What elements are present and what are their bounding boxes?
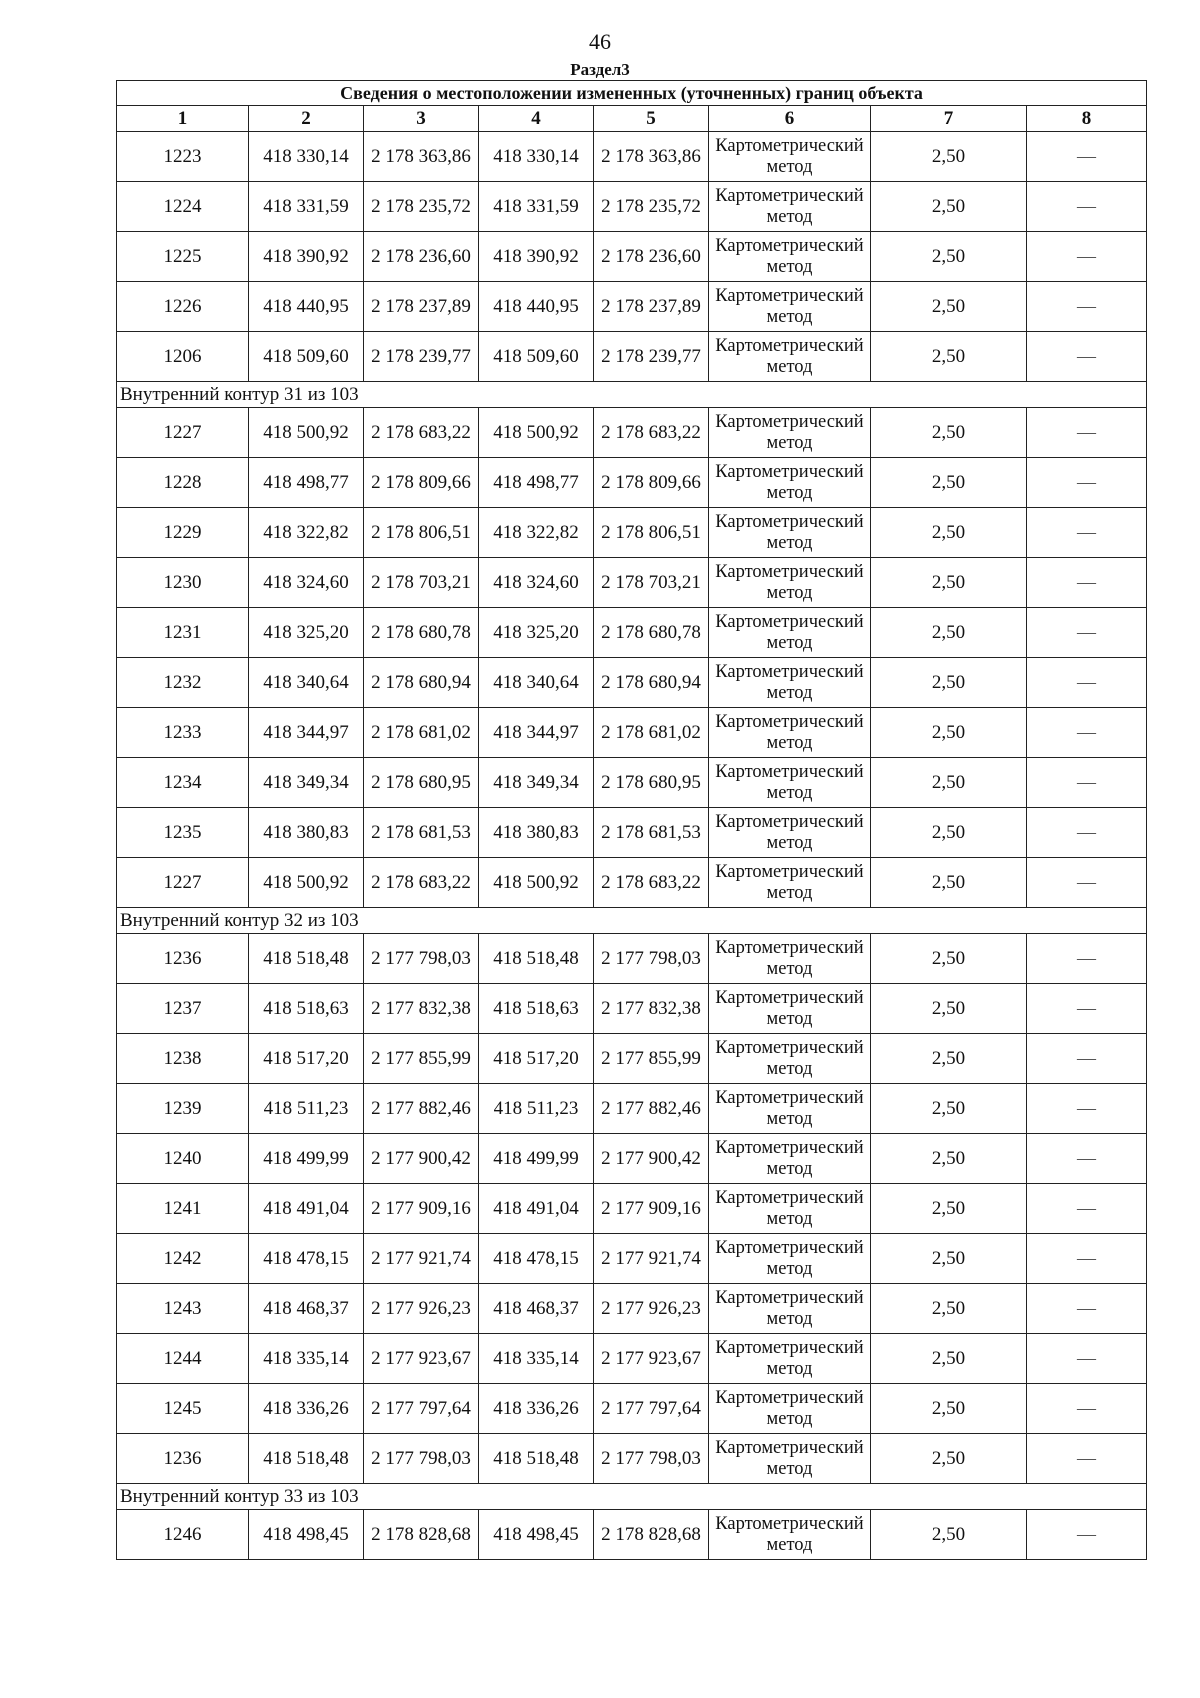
description-cell: — (1027, 934, 1147, 984)
method-cell: Картометрический метод (709, 1034, 871, 1084)
accuracy-cell: 2,50 (871, 1384, 1027, 1434)
y-old-cell: 2 178 681,53 (364, 808, 479, 858)
y-new-cell: 2 178 680,78 (594, 608, 709, 658)
column-number: 2 (249, 106, 364, 132)
method-cell: Картометрический метод (709, 1434, 871, 1484)
y-old-cell: 2 177 926,23 (364, 1284, 479, 1334)
y-new-cell: 2 178 235,72 (594, 182, 709, 232)
x-old-cell: 418 498,45 (249, 1510, 364, 1560)
x-old-cell: 418 344,97 (249, 708, 364, 758)
y-new-cell: 2 178 681,53 (594, 808, 709, 858)
accuracy-cell: 2,50 (871, 858, 1027, 908)
point-number-cell: 1225 (117, 232, 249, 282)
point-number-cell: 1238 (117, 1034, 249, 1084)
point-number-cell: 1206 (117, 332, 249, 382)
accuracy-cell: 2,50 (871, 458, 1027, 508)
accuracy-cell: 2,50 (871, 984, 1027, 1034)
x-old-cell: 418 380,83 (249, 808, 364, 858)
x-new-cell: 418 498,77 (479, 458, 594, 508)
y-old-cell: 2 177 900,42 (364, 1134, 479, 1184)
table-row (117, 1510, 1147, 1560)
y-new-cell: 2 177 855,99 (594, 1034, 709, 1084)
accuracy-cell: 2,50 (871, 708, 1027, 758)
description-cell: — (1027, 1384, 1147, 1434)
column-number: 4 (479, 106, 594, 132)
contour-label: Внутренний контур 32 из 103 (117, 908, 1147, 934)
point-number-cell: 1236 (117, 1434, 249, 1484)
description-cell: — (1027, 132, 1147, 182)
method-cell: Картометрический метод (709, 758, 871, 808)
description-cell: — (1027, 408, 1147, 458)
description-cell: — (1027, 658, 1147, 708)
accuracy-cell: 2,50 (871, 332, 1027, 382)
x-old-cell: 418 325,20 (249, 608, 364, 658)
description-cell: — (1027, 282, 1147, 332)
x-old-cell: 418 440,95 (249, 282, 364, 332)
x-new-cell: 418 498,45 (479, 1510, 594, 1560)
x-new-cell: 418 478,15 (479, 1234, 594, 1284)
point-number-cell: 1231 (117, 608, 249, 658)
method-cell: Картометрический метод (709, 1334, 871, 1384)
method-cell: Картометрический метод (709, 1384, 871, 1434)
y-new-cell: 2 177 882,46 (594, 1084, 709, 1134)
accuracy-cell: 2,50 (871, 1434, 1027, 1484)
y-old-cell: 2 178 828,68 (364, 1510, 479, 1560)
method-cell: Картометрический метод (709, 282, 871, 332)
point-number-cell: 1237 (117, 984, 249, 1034)
y-old-cell: 2 178 235,72 (364, 182, 479, 232)
x-old-cell: 418 390,92 (249, 232, 364, 282)
accuracy-cell: 2,50 (871, 934, 1027, 984)
method-cell: Картометрический метод (709, 608, 871, 658)
x-new-cell: 418 517,20 (479, 1034, 594, 1084)
description-cell: — (1027, 1510, 1147, 1560)
y-old-cell: 2 178 806,51 (364, 508, 479, 558)
table-row (117, 1434, 1147, 1484)
point-number-cell: 1234 (117, 758, 249, 808)
description-cell: — (1027, 332, 1147, 382)
x-old-cell: 418 518,48 (249, 934, 364, 984)
y-new-cell: 2 178 828,68 (594, 1510, 709, 1560)
description-cell: — (1027, 608, 1147, 658)
y-old-cell: 2 177 832,38 (364, 984, 479, 1034)
table-row (117, 1384, 1147, 1434)
y-old-cell: 2 177 921,74 (364, 1234, 479, 1284)
y-old-cell: 2 177 882,46 (364, 1084, 479, 1134)
y-new-cell: 2 178 680,94 (594, 658, 709, 708)
x-new-cell: 418 344,97 (479, 708, 594, 758)
table-row (117, 232, 1147, 282)
x-old-cell: 418 335,14 (249, 1334, 364, 1384)
description-cell: — (1027, 808, 1147, 858)
accuracy-cell: 2,50 (871, 408, 1027, 458)
description-cell: — (1027, 1184, 1147, 1234)
method-cell: Картометрический метод (709, 232, 871, 282)
y-old-cell: 2 178 680,95 (364, 758, 479, 808)
x-new-cell: 418 509,60 (479, 332, 594, 382)
x-new-cell: 418 325,20 (479, 608, 594, 658)
table-row (117, 708, 1147, 758)
x-new-cell: 418 349,34 (479, 758, 594, 808)
accuracy-cell: 2,50 (871, 1134, 1027, 1184)
column-number: 7 (871, 106, 1027, 132)
method-cell: Картометрический метод (709, 1234, 871, 1284)
table-row (117, 858, 1147, 908)
point-number-cell: 1243 (117, 1284, 249, 1334)
point-number-cell: 1233 (117, 708, 249, 758)
y-old-cell: 2 178 703,21 (364, 558, 479, 608)
point-number-cell: 1226 (117, 282, 249, 332)
x-old-cell: 418 349,34 (249, 758, 364, 808)
y-old-cell: 2 177 798,03 (364, 934, 479, 984)
method-cell: Картометрический метод (709, 934, 871, 984)
x-new-cell: 418 511,23 (479, 1084, 594, 1134)
description-cell: — (1027, 1034, 1147, 1084)
point-number-cell: 1223 (117, 132, 249, 182)
method-cell: Картометрический метод (709, 1084, 871, 1134)
contour-label: Внутренний контур 33 из 103 (117, 1484, 1147, 1510)
accuracy-cell: 2,50 (871, 1334, 1027, 1384)
accuracy-cell: 2,50 (871, 132, 1027, 182)
y-new-cell: 2 178 236,60 (594, 232, 709, 282)
y-new-cell: 2 178 680,95 (594, 758, 709, 808)
y-old-cell: 2 178 680,94 (364, 658, 479, 708)
method-cell: Картометрический метод (709, 1510, 871, 1560)
x-new-cell: 418 491,04 (479, 1184, 594, 1234)
x-old-cell: 418 500,92 (249, 408, 364, 458)
method-cell: Картометрический метод (709, 508, 871, 558)
y-new-cell: 2 177 798,03 (594, 934, 709, 984)
x-old-cell: 418 518,48 (249, 1434, 364, 1484)
point-number-cell: 1230 (117, 558, 249, 608)
x-new-cell: 418 335,14 (479, 1334, 594, 1384)
column-number: 8 (1027, 106, 1147, 132)
table-row (117, 558, 1147, 608)
table-row (117, 408, 1147, 458)
method-cell: Картометрический метод (709, 1134, 871, 1184)
method-cell: Картометрический метод (709, 132, 871, 182)
accuracy-cell: 2,50 (871, 608, 1027, 658)
description-cell: — (1027, 708, 1147, 758)
description-cell: — (1027, 1084, 1147, 1134)
point-number-cell: 1236 (117, 934, 249, 984)
accuracy-cell: 2,50 (871, 1084, 1027, 1134)
y-new-cell: 2 178 683,22 (594, 858, 709, 908)
x-new-cell: 418 336,26 (479, 1384, 594, 1434)
table-row (117, 1184, 1147, 1234)
accuracy-cell: 2,50 (871, 1034, 1027, 1084)
column-number: 3 (364, 106, 479, 132)
point-number-cell: 1229 (117, 508, 249, 558)
x-old-cell: 418 509,60 (249, 332, 364, 382)
description-cell: — (1027, 1434, 1147, 1484)
y-old-cell: 2 177 798,03 (364, 1434, 479, 1484)
y-new-cell: 2 178 683,22 (594, 408, 709, 458)
description-cell: — (1027, 232, 1147, 282)
accuracy-cell: 2,50 (871, 558, 1027, 608)
table-row (117, 508, 1147, 558)
x-old-cell: 418 511,23 (249, 1084, 364, 1134)
x-new-cell: 418 518,48 (479, 934, 594, 984)
method-cell: Картометрический метод (709, 408, 871, 458)
contour-row (117, 908, 1147, 934)
point-number-cell: 1228 (117, 458, 249, 508)
x-new-cell: 418 340,64 (479, 658, 594, 708)
accuracy-cell: 2,50 (871, 808, 1027, 858)
y-new-cell: 2 177 926,23 (594, 1284, 709, 1334)
column-number: 5 (594, 106, 709, 132)
table-row (117, 1284, 1147, 1334)
x-new-cell: 418 518,63 (479, 984, 594, 1034)
table-row (117, 458, 1147, 508)
description-cell: — (1027, 1334, 1147, 1384)
y-old-cell: 2 178 680,78 (364, 608, 479, 658)
y-old-cell: 2 178 681,02 (364, 708, 479, 758)
table-row (117, 1034, 1147, 1084)
point-number-cell: 1245 (117, 1384, 249, 1434)
y-old-cell: 2 178 237,89 (364, 282, 479, 332)
x-old-cell: 418 518,63 (249, 984, 364, 1034)
x-new-cell: 418 440,95 (479, 282, 594, 332)
y-new-cell: 2 178 806,51 (594, 508, 709, 558)
method-cell: Картометрический метод (709, 182, 871, 232)
accuracy-cell: 2,50 (871, 1184, 1027, 1234)
contour-row (117, 382, 1147, 408)
description-cell: — (1027, 508, 1147, 558)
table-row (117, 182, 1147, 232)
column-number-row (117, 106, 1147, 132)
accuracy-cell: 2,50 (871, 1510, 1027, 1560)
x-old-cell: 418 499,99 (249, 1134, 364, 1184)
x-old-cell: 418 478,15 (249, 1234, 364, 1284)
x-new-cell: 418 390,92 (479, 232, 594, 282)
point-number-cell: 1224 (117, 182, 249, 232)
contour-row (117, 1484, 1147, 1510)
y-new-cell: 2 177 909,16 (594, 1184, 709, 1234)
accuracy-cell: 2,50 (871, 232, 1027, 282)
accuracy-cell: 2,50 (871, 658, 1027, 708)
x-new-cell: 418 331,59 (479, 182, 594, 232)
table-row (117, 934, 1147, 984)
table-row (117, 608, 1147, 658)
y-old-cell: 2 177 909,16 (364, 1184, 479, 1234)
point-number-cell: 1232 (117, 658, 249, 708)
table-row (117, 1084, 1147, 1134)
x-new-cell: 418 500,92 (479, 408, 594, 458)
description-cell: — (1027, 1234, 1147, 1284)
y-new-cell: 2 177 923,67 (594, 1334, 709, 1384)
description-cell: — (1027, 182, 1147, 232)
description-cell: — (1027, 1284, 1147, 1334)
point-number-cell: 1246 (117, 1510, 249, 1560)
x-old-cell: 418 324,60 (249, 558, 364, 608)
x-new-cell: 418 500,92 (479, 858, 594, 908)
accuracy-cell: 2,50 (871, 282, 1027, 332)
x-new-cell: 418 324,60 (479, 558, 594, 608)
y-new-cell: 2 178 681,02 (594, 708, 709, 758)
method-cell: Картометрический метод (709, 658, 871, 708)
y-new-cell: 2 177 921,74 (594, 1234, 709, 1284)
x-old-cell: 418 517,20 (249, 1034, 364, 1084)
table-caption: Сведения о местоположении измененных (уточненных) границ объекта (117, 81, 1147, 106)
table-body (117, 132, 1147, 1560)
description-cell: — (1027, 758, 1147, 808)
point-number-cell: 1235 (117, 808, 249, 858)
point-number-cell: 1227 (117, 858, 249, 908)
x-old-cell: 418 498,77 (249, 458, 364, 508)
y-old-cell: 2 177 855,99 (364, 1034, 479, 1084)
y-old-cell: 2 178 683,22 (364, 858, 479, 908)
contour-label: Внутренний контур 31 из 103 (117, 382, 1147, 408)
x-new-cell: 418 330,14 (479, 132, 594, 182)
x-old-cell: 418 468,37 (249, 1284, 364, 1334)
method-cell: Картометрический метод (709, 1284, 871, 1334)
y-new-cell: 2 178 363,86 (594, 132, 709, 182)
accuracy-cell: 2,50 (871, 758, 1027, 808)
y-old-cell: 2 178 809,66 (364, 458, 479, 508)
method-cell: Картометрический метод (709, 1184, 871, 1234)
table-row (117, 132, 1147, 182)
accuracy-cell: 2,50 (871, 1284, 1027, 1334)
y-new-cell: 2 178 703,21 (594, 558, 709, 608)
description-cell: — (1027, 458, 1147, 508)
y-new-cell: 2 177 900,42 (594, 1134, 709, 1184)
description-cell: — (1027, 858, 1147, 908)
x-old-cell: 418 331,59 (249, 182, 364, 232)
x-new-cell: 418 380,83 (479, 808, 594, 858)
table-row (117, 758, 1147, 808)
page-number: 46 (589, 29, 611, 54)
method-cell: Картометрический метод (709, 458, 871, 508)
accuracy-cell: 2,50 (871, 508, 1027, 558)
x-old-cell: 418 336,26 (249, 1384, 364, 1434)
point-number-cell: 1244 (117, 1334, 249, 1384)
table-row (117, 658, 1147, 708)
table-row (117, 282, 1147, 332)
y-new-cell: 2 178 809,66 (594, 458, 709, 508)
table-row (117, 1334, 1147, 1384)
table-row (117, 984, 1147, 1034)
point-number-cell: 1240 (117, 1134, 249, 1184)
accuracy-cell: 2,50 (871, 182, 1027, 232)
method-cell: Картометрический метод (709, 708, 871, 758)
x-new-cell: 418 468,37 (479, 1284, 594, 1334)
x-old-cell: 418 500,92 (249, 858, 364, 908)
y-old-cell: 2 178 236,60 (364, 232, 479, 282)
y-old-cell: 2 178 683,22 (364, 408, 479, 458)
y-old-cell: 2 177 797,64 (364, 1384, 479, 1434)
point-number-cell: 1242 (117, 1234, 249, 1284)
y-new-cell: 2 178 237,89 (594, 282, 709, 332)
description-cell: — (1027, 558, 1147, 608)
point-number-cell: 1239 (117, 1084, 249, 1134)
x-old-cell: 418 491,04 (249, 1184, 364, 1234)
y-old-cell: 2 178 363,86 (364, 132, 479, 182)
column-number: 6 (709, 106, 871, 132)
method-cell: Картометрический метод (709, 558, 871, 608)
y-old-cell: 2 178 239,77 (364, 332, 479, 382)
x-old-cell: 418 340,64 (249, 658, 364, 708)
x-old-cell: 418 330,14 (249, 132, 364, 182)
section-title: Раздел3 (570, 60, 630, 79)
table-row (117, 808, 1147, 858)
table-row (117, 332, 1147, 382)
x-new-cell: 418 518,48 (479, 1434, 594, 1484)
y-new-cell: 2 177 798,03 (594, 1434, 709, 1484)
method-cell: Картометрический метод (709, 858, 871, 908)
method-cell: Картометрический метод (709, 984, 871, 1034)
y-new-cell: 2 177 832,38 (594, 984, 709, 1034)
method-cell: Картометрический метод (709, 808, 871, 858)
x-new-cell: 418 499,99 (479, 1134, 594, 1184)
description-cell: — (1027, 1134, 1147, 1184)
boundary-coordinates-table (116, 80, 1147, 1560)
point-number-cell: 1227 (117, 408, 249, 458)
x-new-cell: 418 322,82 (479, 508, 594, 558)
accuracy-cell: 2,50 (871, 1234, 1027, 1284)
column-number: 1 (117, 106, 249, 132)
table-row (117, 1234, 1147, 1284)
method-cell: Картометрический метод (709, 332, 871, 382)
y-old-cell: 2 177 923,67 (364, 1334, 479, 1384)
y-new-cell: 2 177 797,64 (594, 1384, 709, 1434)
x-old-cell: 418 322,82 (249, 508, 364, 558)
description-cell: — (1027, 984, 1147, 1034)
point-number-cell: 1241 (117, 1184, 249, 1234)
table-row (117, 1134, 1147, 1184)
y-new-cell: 2 178 239,77 (594, 332, 709, 382)
